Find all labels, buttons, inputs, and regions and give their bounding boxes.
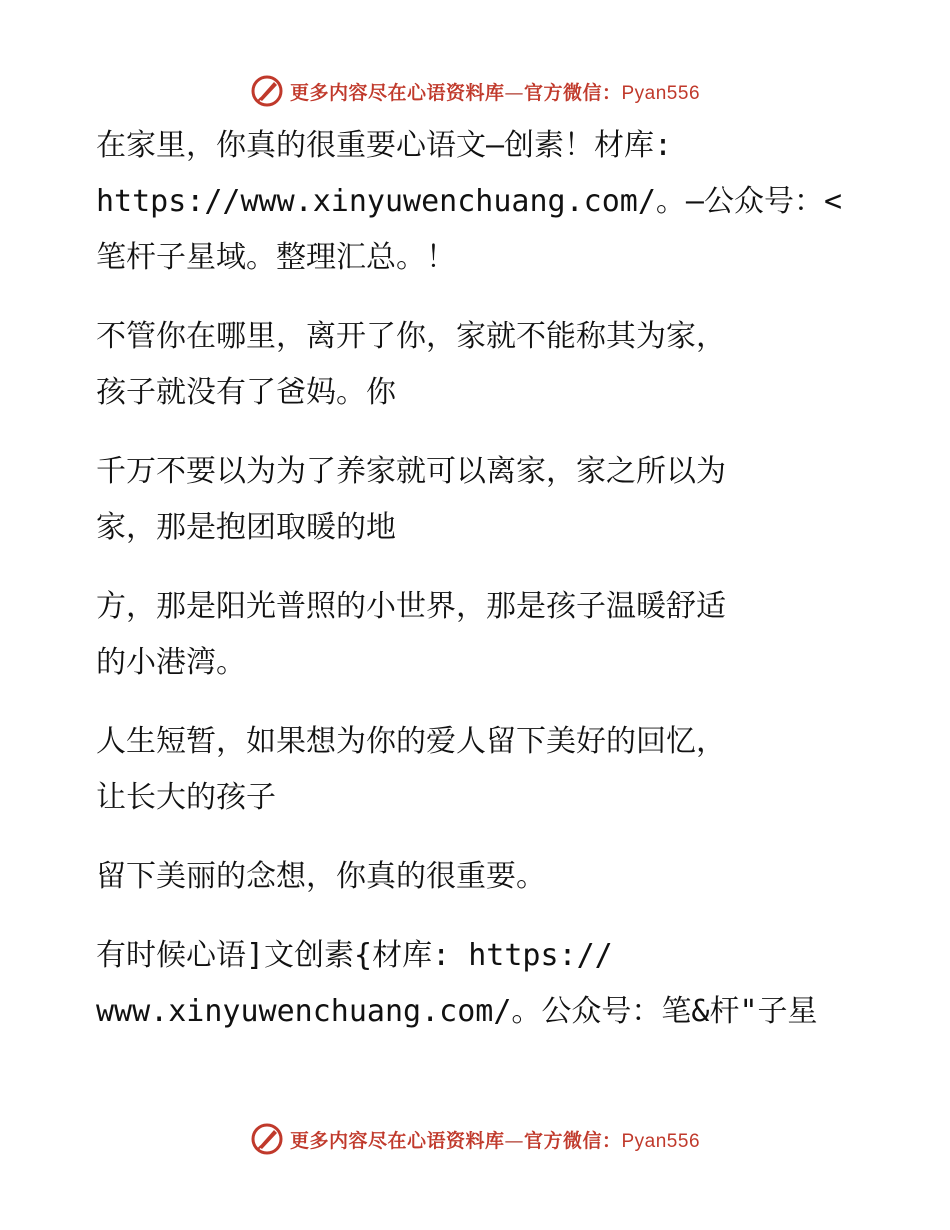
red-quill-seal-icon bbox=[250, 1122, 284, 1156]
paragraph-line: 的小港湾。 bbox=[96, 645, 246, 680]
paragraph bbox=[96, 928, 856, 1040]
footer-right-text: 官方微信： bbox=[523, 1129, 622, 1152]
footer-wechat-id: Pyan556 bbox=[621, 1130, 701, 1152]
footer-separator: — bbox=[504, 1129, 524, 1152]
paragraph-line: 让长大的孩子 bbox=[96, 780, 276, 815]
header-separator: — bbox=[504, 81, 524, 104]
paragraph bbox=[96, 714, 856, 826]
paragraph-line: 千万不要以为为了养家就可以离家，家之所以为 bbox=[96, 454, 726, 489]
paragraph bbox=[96, 579, 856, 691]
footer-banner bbox=[0, 1119, 950, 1159]
paragraph-line: 在家里，你真的很重要心语文—创素！材库: bbox=[96, 128, 673, 163]
footer-text bbox=[290, 1126, 700, 1153]
document-body bbox=[96, 118, 856, 1040]
header-banner bbox=[0, 71, 950, 111]
header-text bbox=[290, 78, 700, 105]
paragraph bbox=[96, 309, 856, 421]
paragraph-line: 方，那是阳光普照的小世界，那是孩子温暖舒适 bbox=[96, 589, 726, 624]
paragraph-line: 留下美丽的念想，你真的很重要。 bbox=[96, 859, 546, 894]
paragraph-line: 家，那是抱团取暖的地 bbox=[96, 510, 396, 545]
paragraph bbox=[96, 849, 856, 905]
header-right-text: 官方微信： bbox=[523, 81, 622, 104]
paragraph-line: 有时候心语]文创素{材库: https:// bbox=[96, 938, 613, 973]
paragraph-gap bbox=[96, 556, 856, 579]
header-wechat-id: Pyan556 bbox=[621, 82, 701, 104]
header-left-text: 更多内容尽在心语资料库 bbox=[289, 81, 505, 104]
paragraph-gap bbox=[96, 905, 856, 928]
paragraph-line: 孩子就没有了爸妈。你 bbox=[96, 375, 396, 410]
paragraph bbox=[96, 444, 856, 556]
paragraph-line: https://www.xinyuwenchuang.com/。—公众号：< bbox=[96, 184, 843, 219]
paragraph bbox=[96, 118, 856, 286]
footer-left-text: 更多内容尽在心语资料库 bbox=[289, 1129, 505, 1152]
red-quill-seal-icon bbox=[250, 74, 284, 108]
paragraph-line: 笔杆子星域。整理汇总。！ bbox=[96, 240, 456, 275]
paragraph-line: 不管你在哪里，离开了你，家就不能称其为家， bbox=[96, 319, 726, 354]
paragraph-gap bbox=[96, 826, 856, 849]
paragraph-gap bbox=[96, 421, 856, 444]
paragraph-line: www.xinyuwenchuang.com/。公众号：笔&杆"子星 bbox=[96, 994, 818, 1029]
paragraph-line: 人生短暂，如果想为你的爱人留下美好的回忆， bbox=[96, 724, 726, 759]
paragraph-gap bbox=[96, 691, 856, 714]
paragraph-gap bbox=[96, 286, 856, 309]
